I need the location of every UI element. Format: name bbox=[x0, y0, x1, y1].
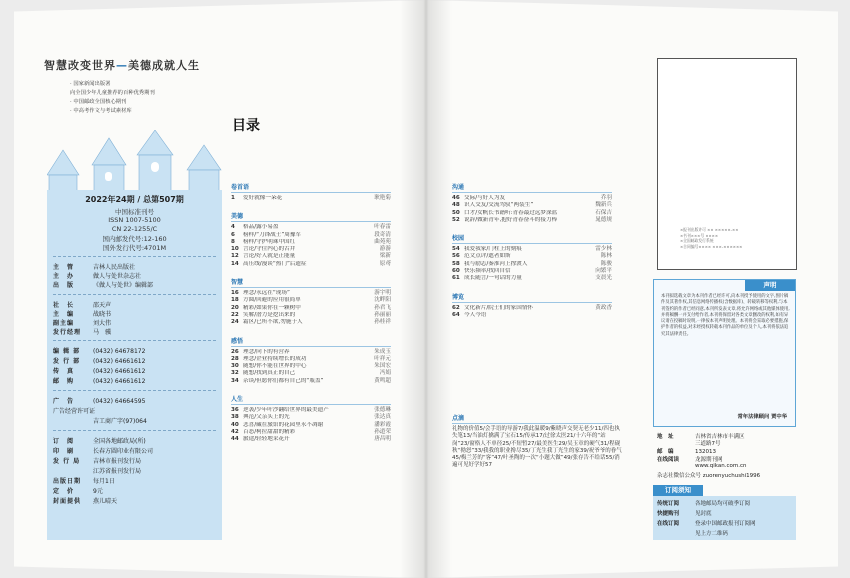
page-number: 22 bbox=[231, 311, 239, 318]
page-number: 38 bbox=[231, 414, 239, 421]
page-number: 36 bbox=[231, 407, 239, 414]
toc-entry[interactable] bbox=[231, 312, 391, 319]
certificate-box bbox=[657, 58, 797, 270]
page-number: 12 bbox=[231, 253, 239, 260]
toc-entry[interactable] bbox=[231, 370, 391, 377]
info-row: 传 真 (0432) 64661612 bbox=[53, 368, 146, 375]
page-gutter bbox=[400, 0, 452, 578]
article-title: 悲喜/藏在旅馆的花园里永不凋谢 bbox=[243, 421, 324, 428]
toc-column-right bbox=[452, 182, 612, 328]
page-number: 28 bbox=[231, 355, 239, 362]
article-title: 成长随言/一句话的力量 bbox=[464, 275, 522, 282]
article-title: 旅途/轻轻地采花开 bbox=[243, 436, 290, 443]
article-title: 精彩/如果你在一颗树中 bbox=[243, 304, 301, 311]
author-name: 原鸢 bbox=[379, 260, 391, 267]
author-name: 孙丽丽 bbox=[374, 311, 391, 318]
certificate-text: ×报刊出版许可 ×× ×××××-×× ×书刊×××号 ×××× ×全国邮政发行系统 ×合同编号×××× ×××-×××××× bbox=[680, 227, 743, 249]
author-name: 朱成玉 bbox=[374, 348, 391, 355]
contact-row: 邮 编 132013 bbox=[657, 449, 716, 455]
toc-entry[interactable] bbox=[231, 232, 391, 239]
toc-section bbox=[231, 182, 391, 202]
info-row: 印 刷 长春方圆印业有限公司 bbox=[53, 448, 154, 455]
toc-entry[interactable] bbox=[231, 195, 391, 202]
author-name: 黄鸣超 bbox=[374, 377, 391, 384]
info-row: 定 价 9元 bbox=[53, 488, 103, 495]
article-title: 理念/永远在“现场” bbox=[243, 290, 290, 297]
toc-entry[interactable] bbox=[231, 246, 391, 253]
author-name: 游宇明 bbox=[374, 290, 391, 297]
page-number: 32 bbox=[231, 370, 239, 377]
section-heading: 点滴 bbox=[452, 415, 612, 424]
page-number: 8 bbox=[231, 238, 235, 245]
sub-row: 在线订阅 登录中国邮政报刊订阅网 bbox=[657, 521, 756, 527]
article-title: 随想/你不能在世界的中心 bbox=[243, 363, 307, 370]
page-number: 61 bbox=[452, 275, 460, 282]
code-line: ISSN 1007-5100 bbox=[108, 216, 161, 224]
page-number: 18 bbox=[231, 297, 239, 304]
toc-entry[interactable] bbox=[231, 378, 391, 385]
toc-entry[interactable] bbox=[231, 422, 391, 429]
page-number: 46 bbox=[452, 195, 460, 201]
author-name: 张达真 bbox=[374, 414, 391, 421]
article-title: 霜区/已所不欲,勿施于人 bbox=[243, 319, 303, 326]
article-title: 典范/父亲头上的光 bbox=[243, 414, 290, 421]
info-row: 主 编 战晓书 bbox=[53, 311, 112, 318]
page-number: 6 bbox=[231, 231, 235, 238]
author-name: 孙桂祥 bbox=[374, 319, 391, 326]
info-row: 发行经理 马 骥 bbox=[53, 329, 112, 336]
toc-entry[interactable] bbox=[231, 436, 391, 443]
author-name: 耿艳菊 bbox=[374, 195, 391, 201]
toc-section bbox=[231, 394, 391, 443]
page-number: 52 bbox=[452, 216, 460, 223]
page-number: 50 bbox=[452, 209, 460, 216]
article-title: 百态/柯拉甜甜的精彩 bbox=[243, 428, 296, 435]
article-title: 理念/企业持续增长的成功 bbox=[243, 355, 307, 362]
toc-entry[interactable] bbox=[452, 312, 612, 319]
toc-entry[interactable] bbox=[231, 253, 391, 260]
author-name: 唐昌明 bbox=[374, 436, 391, 443]
toc-entry[interactable] bbox=[231, 407, 391, 414]
article-title: 交际/与好人为友 bbox=[464, 195, 506, 201]
contact-info bbox=[653, 432, 796, 482]
toc-entry[interactable] bbox=[452, 253, 612, 260]
section-heading: 人生 bbox=[231, 394, 391, 405]
page-number: 1 bbox=[231, 195, 235, 201]
toc-section bbox=[231, 336, 391, 385]
toc-entry[interactable] bbox=[452, 275, 612, 282]
page-number: 64 bbox=[452, 311, 460, 318]
author-name: 曲苑苑 bbox=[374, 238, 391, 245]
author-name: 叶祥元 bbox=[374, 355, 391, 362]
article-title: 说辞/做新青年,抱好青春奋斗的接力棒 bbox=[464, 216, 558, 223]
toc-entry[interactable] bbox=[452, 305, 612, 312]
info-row: 江苏省报刊发行局 bbox=[93, 468, 142, 475]
toc-entry[interactable] bbox=[231, 349, 391, 356]
article-title: 榜样/“刀锋战士”周豫军 bbox=[243, 231, 302, 238]
author-name: 陈骏 bbox=[600, 260, 612, 267]
article-title: 范文点评/遮者如斯 bbox=[464, 253, 511, 260]
sub-row: 快捷购刊 见封底 bbox=[657, 511, 712, 517]
contact-row: www.qikan.com.cn bbox=[695, 463, 747, 469]
page-number: 62 bbox=[452, 304, 460, 311]
author-name: 陈林 bbox=[600, 253, 612, 260]
slogan: 智慧改变世界—美德成就人生 bbox=[44, 59, 200, 72]
section-heading: 校园 bbox=[452, 233, 612, 244]
toc-entry[interactable] bbox=[231, 363, 391, 370]
section-heading: 美德 bbox=[231, 211, 391, 222]
contact-row: 杂志社微信公众号 zuorenyuchushi1996 bbox=[657, 473, 761, 479]
page-number: 44 bbox=[231, 436, 239, 443]
page-number: 34 bbox=[231, 377, 239, 384]
toc-entry[interactable] bbox=[231, 290, 391, 297]
author-name: 叶春雷 bbox=[374, 224, 391, 231]
subscription-title: 订阅须知 bbox=[653, 485, 703, 496]
info-row: 吉工商广字(97)064 bbox=[93, 418, 147, 425]
toc-entry[interactable] bbox=[231, 239, 391, 246]
page-number: 40 bbox=[231, 421, 239, 428]
toc-entry[interactable] bbox=[231, 319, 391, 326]
toc-title: 目录 bbox=[232, 118, 260, 134]
article-title: 爱好就像一朵花 bbox=[243, 195, 283, 201]
page-number: 10 bbox=[231, 246, 239, 253]
author-name: 沈畔阳 bbox=[374, 297, 391, 304]
subscription-box bbox=[653, 496, 796, 540]
declaration-title: 声明 bbox=[745, 280, 795, 291]
toc-entry[interactable] bbox=[231, 356, 391, 363]
article-title: 随想/找到真正的自己 bbox=[243, 370, 296, 377]
section-heading: 沟通 bbox=[452, 182, 612, 193]
toc-entry[interactable] bbox=[452, 202, 612, 209]
toc-entry[interactable] bbox=[452, 261, 612, 268]
info-row: 邮 购 (0432) 64661612 bbox=[53, 378, 146, 385]
dian-list: 礼物的价值5/会手语的导游7/我此温暖9/紫晓声交契无老少11/四也执失笔13/当油灯擒满了宝石15/传承17/过徐太医21/十六年的“站岗”23/窗格人不单径25/不短暂27/最美医生29/吴玉章的硬气31/程砚秋“拗怒”33/我我的职业搀尽35/丁光生我丁光生的家39/祝爷爷的眷气45/梅兰芳的“客”47/叶圣陶的一次“小题大做”49/张存告不给话55/消遍可见好学好57 bbox=[452, 426, 622, 469]
toc-entry[interactable] bbox=[231, 297, 391, 304]
info-row: 出 版 《做人与处世》编辑部 bbox=[53, 282, 154, 289]
page-number: 60 bbox=[452, 268, 460, 275]
toc-section bbox=[452, 292, 612, 320]
author-name: 段奇清 bbox=[374, 231, 391, 238]
toc-section bbox=[231, 211, 391, 268]
author-name: 潘彩霞 bbox=[374, 421, 391, 428]
page-number: 54 bbox=[452, 246, 460, 253]
toc-entry[interactable] bbox=[452, 246, 612, 253]
page-number: 14 bbox=[231, 260, 239, 267]
info-row: 封面提供 燕儿晴天 bbox=[53, 498, 118, 505]
article-title: 杂谈/但愿你们都有自己的“瓶盖” bbox=[243, 377, 324, 384]
info-row: 广 告 (0432) 64664595 bbox=[53, 398, 146, 405]
info-row: 订 阅 全国各地邮政局(所) bbox=[53, 438, 146, 445]
info-row: 出版日期 每月1日 bbox=[53, 478, 115, 485]
page-number: 20 bbox=[231, 304, 239, 311]
article-title: 格品/露小易盈 bbox=[243, 224, 279, 231]
author-name: 石保吉 bbox=[595, 209, 612, 216]
author-name: 梁新 bbox=[379, 253, 391, 260]
info-row: 广告经营许可证 bbox=[53, 408, 96, 415]
toc-entry[interactable] bbox=[452, 217, 612, 224]
sub-row: 见上方二维码 bbox=[695, 531, 729, 537]
info-row: 副主编 刘大伟 bbox=[53, 320, 112, 327]
contact-row: 三道路7号 bbox=[695, 441, 721, 447]
page-number: 26 bbox=[231, 348, 239, 355]
article-title: 高压线/漫谈“热门”后遗症 bbox=[243, 260, 307, 267]
page-number: 16 bbox=[231, 290, 239, 297]
declaration-body: 本刊拟选载文章为本刊作者已经许可,向本刊授予使用的文字,图片稿件及其著作权,其信息网络传播权(含数据库)、转载转移等权利,与本刊签约的作者已经同意,本刊所发表文章,将允许网络或其他媒体使用,并将稿酬一并支付给作者,本刊将保留对各类文章删改的权利,如有异议请在投稿时说明,一律按本刊声明处理。本刊将会采取必要措施,保护作者的权益,对未经授权转载本刊作品的单位及个人,本刊将依法追究其法律责任。 bbox=[661, 294, 790, 337]
toc-entry[interactable] bbox=[452, 268, 612, 275]
code-line: 国内邮发代号:12-160 bbox=[102, 235, 167, 243]
page-number: 24 bbox=[231, 319, 239, 326]
dian-section bbox=[452, 415, 622, 469]
author-name: 朱国宏 bbox=[374, 363, 391, 370]
author-name: 晁德规 bbox=[595, 216, 612, 223]
page-number: 48 bbox=[452, 202, 460, 209]
section-heading: 感悟 bbox=[231, 336, 391, 347]
toc-entry[interactable] bbox=[231, 305, 391, 312]
article-title: 我爱我家/门柱上的刻痕 bbox=[464, 246, 522, 253]
contact-row: 在线阅读 龙源期刊网 bbox=[657, 457, 723, 463]
article-title: 笑解/潜力是挖出来的 bbox=[243, 311, 296, 318]
info-row: 社 长 邵天声 bbox=[53, 302, 112, 309]
author-name: 孙君飞 bbox=[374, 304, 391, 311]
author-name: 乔羽 bbox=[600, 195, 612, 201]
info-row: 编 辑 部 (0432) 64678172 bbox=[53, 348, 146, 355]
toc-entry[interactable] bbox=[231, 261, 391, 268]
article-title: 快乐频率/找回自信 bbox=[464, 268, 511, 275]
toc-entry[interactable] bbox=[452, 195, 612, 202]
page-number: 30 bbox=[231, 363, 239, 370]
issue-number: 2022年24期 / 总第507期 bbox=[85, 195, 184, 204]
author-name: 张德琳 bbox=[374, 407, 391, 414]
article-title: 逆袭/少年叶沙翻给世界的最美遗产 bbox=[243, 407, 329, 414]
author-name: 魏新兵 bbox=[595, 202, 612, 209]
masthead-box bbox=[47, 190, 222, 540]
sub-row: 传统订阅 各地邮局均可破季订阅 bbox=[657, 501, 751, 507]
author-name: 游游 bbox=[379, 246, 391, 253]
honor-tags: · 国家新闻出版署 向全国少年儿童推荐的百种优秀期刊 · 中国邮政全国核心期刊 · 中高考作文与考试素材库 bbox=[70, 81, 155, 114]
info-row: 主 管 吉林人民出版社 bbox=[53, 264, 136, 271]
article-title: 我与励志/秦淮河上撑渡人 bbox=[464, 260, 528, 267]
article-title: 理念/向下的有营养 bbox=[243, 348, 290, 355]
code-line: 中国标准刊号 bbox=[115, 208, 154, 216]
section-heading: 卷首语 bbox=[231, 182, 391, 193]
author-name: 冯娟 bbox=[379, 370, 391, 377]
toc-entry[interactable] bbox=[452, 210, 612, 217]
legal-advisor: 常年法律顾问 贾中华 bbox=[737, 414, 787, 420]
section-heading: 智慧 bbox=[231, 277, 391, 288]
page-number: 58 bbox=[452, 260, 460, 267]
article-title: 今人今语 bbox=[464, 311, 487, 318]
section-heading: 博览 bbox=[452, 292, 612, 303]
contact-row: 地 址 吉林省吉林市丰满区 bbox=[657, 434, 745, 440]
article-title: 方圆/回避的应用很简单 bbox=[243, 297, 301, 304]
article-title: 榜样/守护明珠中国红 bbox=[243, 238, 296, 245]
info-row: 主 办 做人与处世杂志社 bbox=[53, 273, 142, 280]
code-line: 国外发行代号:4701M bbox=[102, 244, 167, 252]
code-line: CN 22-1255/C bbox=[111, 225, 158, 233]
toc-column-left bbox=[231, 182, 391, 453]
author-name bbox=[588, 312, 612, 319]
toc-section bbox=[452, 233, 612, 282]
article-title: 口才/女帆长书籍听:青春最过远梦深蓝 bbox=[464, 209, 558, 216]
author-name: 黄政香 bbox=[595, 304, 612, 311]
page-number: 56 bbox=[452, 253, 460, 260]
toc-entry[interactable] bbox=[231, 224, 391, 231]
info-row: 发 行 局 吉林市报刊发行局 bbox=[53, 458, 142, 465]
toc-section bbox=[231, 277, 391, 326]
toc-entry[interactable] bbox=[231, 429, 391, 436]
toc-section bbox=[452, 182, 612, 224]
page-number: 42 bbox=[231, 428, 239, 435]
declaration-box bbox=[653, 279, 796, 427]
toc-entry[interactable] bbox=[231, 414, 391, 421]
author-name: 支晨光 bbox=[595, 275, 612, 282]
article-title: 言论/守住内心的古井 bbox=[243, 246, 296, 253]
article-title: 识人交友/交流驾驭“两装生” bbox=[464, 202, 534, 209]
article-title: 文化新片/院士们的家国情怀 bbox=[464, 304, 534, 311]
article-title: 言论/好人就是正能量 bbox=[243, 253, 296, 260]
page-number: 4 bbox=[231, 224, 235, 231]
info-row: 发 行 部 (0432) 64661612 bbox=[53, 358, 146, 365]
author-name: 孙道荣 bbox=[374, 428, 391, 435]
author-name: 雷少林 bbox=[595, 246, 612, 253]
author-name: 向繁平 bbox=[595, 268, 612, 275]
